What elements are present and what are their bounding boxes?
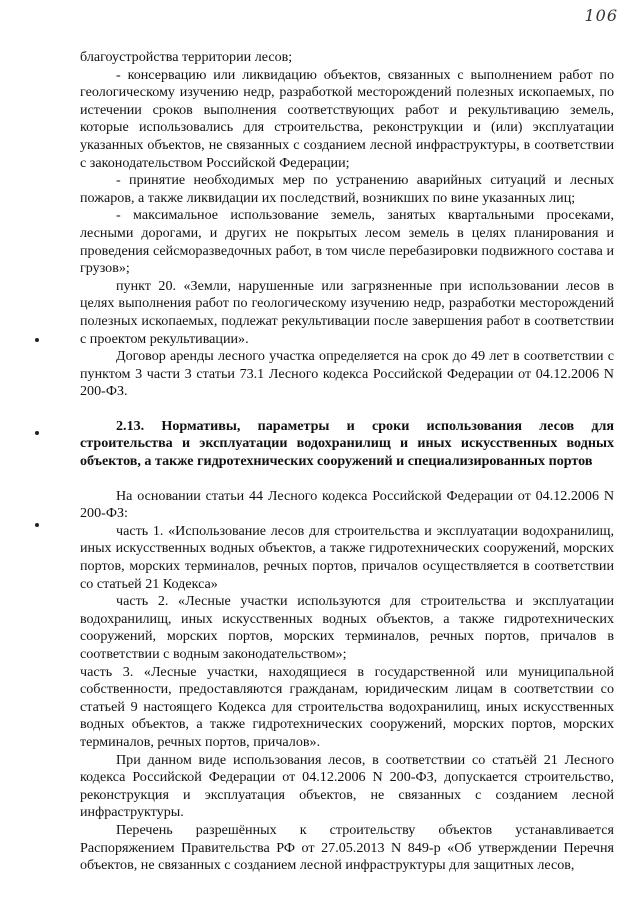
paragraph: часть 3. «Лесные участки, находящиеся в государственной или муниципальной собственности, предоставляются гражданам, юридическим лицам в соответствии со статьей 9 настоящего Кодекса для строительства водохранилищ, иных искусственных водных объектов, а также гидротехнических сооружений, морских портов, морских терминалов, речных портов, причалов».: [80, 663, 614, 750]
paragraph: Перечень разрешённых к строительству объектов устанавливается Распоряжением Правительства РФ от 27.05.2013 N 849-р «Об утверждении Перечня объектов, не связанных с созданием лесной инфраструктуры для защитных лесов,: [80, 821, 614, 874]
margin-mark: [35, 523, 39, 527]
paragraph: - максимальное использование земель, занятых квартальными просеками, лесными дорогами, и других не покрытых лесом земель в целях планирования и проведения сейсморазведочных работ, в том числе перебазировки подвижного состава и грузов»;: [80, 207, 614, 277]
paragraph: На основании статьи 44 Лесного кодекса Российской Федерации от 04.12.2006 N 200-ФЗ:: [80, 487, 614, 522]
paragraph: - принятие необходимых мер по устранению аварийных ситуаций и лесных пожаров, а также ликвидации их последствий, возникших по вине указанных лиц;: [80, 172, 614, 206]
paragraph: При данном виде использования лесов, в соответствии со статьёй 21 Лесного кодекса Российской Федерации от 04.12.2006 N 200-ФЗ, допускается строительство, реконструкция и эксплуатация объектов, не связанных с созданием лесной инфраструктуры.: [80, 751, 614, 821]
paragraph: - консервацию или ликвидацию объектов, связанных с выполнением работ по геологическому изучению недр, разработкой месторождений полезных ископаемых, по истечении сроков выполнения соответствующих работ и рекультивацию земель, которые использовались для строительства, реконструкции и (или) эксплуатации указанных объектов, не связанных с созданием лесной инфраструктуры, в соответствии с законодательством Российской Федерации;: [80, 66, 614, 171]
section-heading: 2.13. Нормативы, параметры и сроки использования лесов для строительства и эксплуатации водохранилищ и иных искусственных водных объектов, а также гидротехнических сооружений и специализированных портов: [80, 417, 614, 470]
paragraph: Договор аренды лесного участка определяется на срок до 49 лет в соответствии с пунктом 3 части 3 статьи 73.1 Лесного кодекса Российской Федерации от 04.12.2006 N 200-ФЗ.: [80, 348, 614, 400]
spacer: [80, 471, 614, 488]
page-number: 106: [584, 6, 618, 25]
paragraph: пункт 20. «Земли, нарушенные или загрязненные при использовании лесов в целях выполнения работ по геологическому изучению недр, разработки месторождений полезных ископаемых, подлежат рекультивации после завершения работ в соответствии с проектом рекультивации».: [80, 277, 614, 347]
document-body: [80, 49, 614, 875]
paragraph: часть 1. «Использование лесов для строительства и эксплуатации водохранилищ, иных искусственных водных объектов, а также гидротехнических сооружений, морских портов, морских терминалов, речных портов, причалов осуществляется в соответствии со статьей 21 Кодекса»: [80, 522, 614, 592]
spacer: [80, 401, 614, 418]
paragraph: часть 2. «Лесные участки используются для строительства и эксплуатации водохранилищ, иных искусственных водных объектов, а также гидротехнических сооружений, морских портов, морских терминалов, речных портов, причалов в соответствии с водным законодательством»;: [80, 593, 614, 662]
margin-mark: [35, 431, 39, 435]
paragraph: благоустройства территории лесов;: [80, 49, 293, 65]
margin-mark: [35, 338, 39, 342]
